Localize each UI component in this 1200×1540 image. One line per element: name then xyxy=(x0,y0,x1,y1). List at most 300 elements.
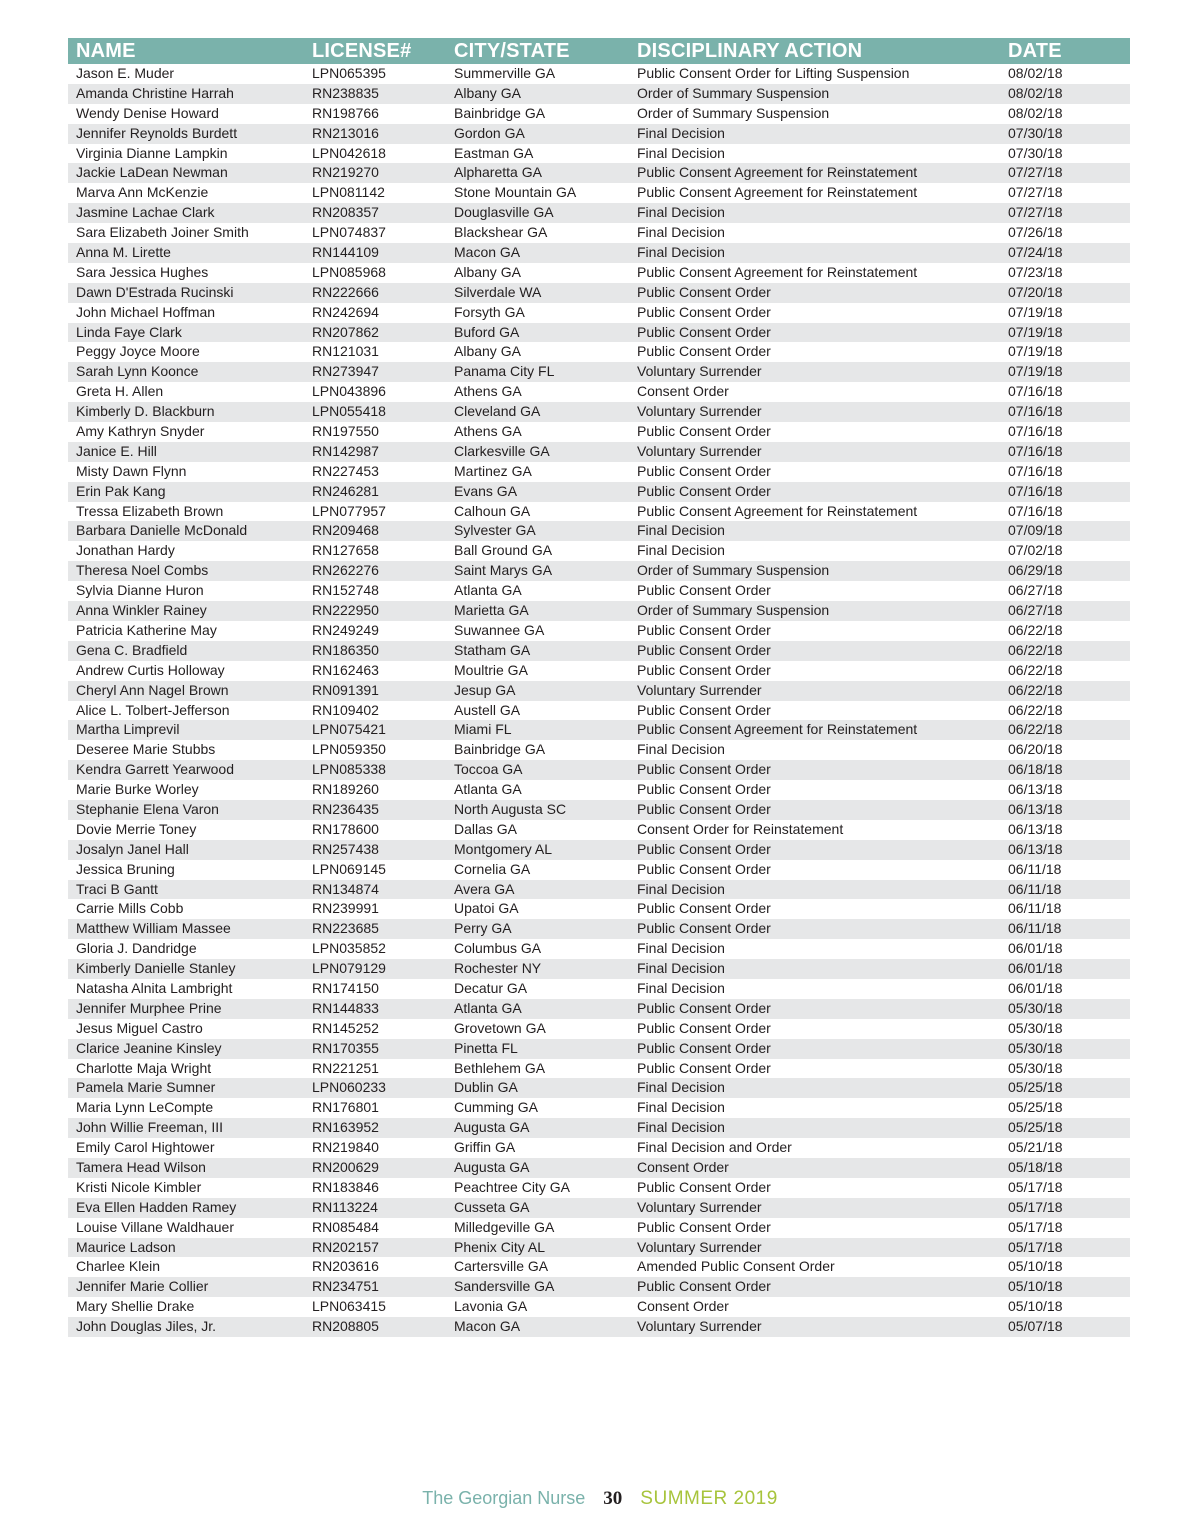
cell-city-state: Suwannee GA xyxy=(454,621,545,638)
cell-city-state: Rochester NY xyxy=(454,960,542,977)
cell-city-state: Decatur GA xyxy=(454,979,528,996)
cell-name: Barbara Danielle McDonald xyxy=(76,522,248,539)
cell-license: RN219840 xyxy=(312,1139,379,1156)
cell-license: RN091391 xyxy=(312,681,379,698)
table-row xyxy=(68,581,1130,601)
cell-name: Janice E. Hill xyxy=(76,442,157,459)
cell-disciplinary-action: Public Consent Order xyxy=(637,1039,771,1056)
cell-city-state: Ball Ground GA xyxy=(454,542,553,559)
cell-city-state: Blackshear GA xyxy=(454,224,548,241)
cell-disciplinary-action: Public Consent Order xyxy=(637,701,771,718)
cell-date: 05/30/18 xyxy=(1008,1039,1063,1056)
table-row xyxy=(68,621,1130,641)
cell-date: 06/29/18 xyxy=(1008,562,1063,579)
cell-date: 07/27/18 xyxy=(1008,184,1063,201)
table-row xyxy=(68,720,1130,740)
cell-name: Virginia Dianne Lampkin xyxy=(76,144,228,161)
cell-city-state: Summerville GA xyxy=(454,65,556,81)
cell-license: RN209468 xyxy=(312,522,379,539)
cell-name: Jasmine Lachae Clark xyxy=(76,204,215,221)
table-row xyxy=(68,1039,1130,1059)
cell-city-state: Forsyth GA xyxy=(454,303,525,320)
cell-city-state: Alpharetta GA xyxy=(454,164,542,181)
header-date: DATE xyxy=(1008,39,1062,62)
cell-disciplinary-action: Order of Summary Suspension xyxy=(637,104,830,121)
table-row xyxy=(68,402,1130,422)
table-row xyxy=(68,760,1130,780)
cell-name: Marie Burke Worley xyxy=(76,781,199,798)
table-row xyxy=(68,1178,1130,1198)
cell-name: Peggy Joyce Moore xyxy=(76,343,200,360)
cell-name: Patricia Katherine May xyxy=(76,621,217,638)
table-row xyxy=(68,959,1130,979)
cell-city-state: Miami FL xyxy=(454,721,512,738)
cell-city-state: Eastman GA xyxy=(454,144,534,161)
table-row xyxy=(68,860,1130,880)
cell-date: 06/11/18 xyxy=(1008,900,1062,917)
cell-date: 06/18/18 xyxy=(1008,761,1063,778)
cell-license: RN222950 xyxy=(312,602,379,619)
cell-license: RN134874 xyxy=(312,880,379,897)
cell-license: LPN043896 xyxy=(312,383,386,400)
cell-license: LPN042618 xyxy=(312,144,386,161)
cell-disciplinary-action: Public Consent Order xyxy=(637,462,771,479)
cell-disciplinary-action: Public Consent Agreement for Reinstatement xyxy=(637,721,918,738)
cell-license: RN273947 xyxy=(312,363,379,380)
cell-license: RN207862 xyxy=(312,323,379,340)
cell-name: Erin Pak Kang xyxy=(76,482,166,499)
cell-name: Martha Limprevil xyxy=(76,721,180,738)
cell-name: Louise Villane Waldhauer xyxy=(76,1218,234,1235)
table-row xyxy=(68,1238,1130,1258)
cell-disciplinary-action: Public Consent Order xyxy=(637,781,771,798)
cell-license: RN109402 xyxy=(312,701,379,718)
cell-date: 07/16/18 xyxy=(1008,383,1063,400)
cell-date: 05/25/18 xyxy=(1008,1099,1063,1116)
cell-date: 06/22/18 xyxy=(1008,621,1063,638)
cell-disciplinary-action: Public Consent Order xyxy=(637,900,771,917)
cell-city-state: Athens GA xyxy=(454,423,522,440)
table-row xyxy=(68,104,1130,124)
cell-disciplinary-action: Final Decision xyxy=(637,224,725,241)
cell-date: 07/24/18 xyxy=(1008,244,1063,261)
cell-city-state: Grovetown GA xyxy=(454,1019,546,1036)
cell-city-state: Athens GA xyxy=(454,383,522,400)
cell-disciplinary-action: Final Decision xyxy=(637,244,725,261)
cell-license: LPN085338 xyxy=(312,761,386,778)
cell-disciplinary-action: Public Consent Order xyxy=(637,1218,771,1235)
cell-date: 05/07/18 xyxy=(1008,1318,1063,1335)
cell-license: LPN077957 xyxy=(312,502,386,519)
cell-license: RN144109 xyxy=(312,244,379,261)
cell-disciplinary-action: Voluntary Surrender xyxy=(637,681,762,698)
cell-disciplinary-action: Public Consent Order xyxy=(637,1019,771,1036)
cell-date: 05/10/18 xyxy=(1008,1278,1063,1295)
cell-license: RN144833 xyxy=(312,999,379,1016)
cell-disciplinary-action: Voluntary Surrender xyxy=(637,1318,762,1335)
table-row xyxy=(68,1257,1130,1277)
cell-disciplinary-action: Order of Summary Suspension xyxy=(637,84,830,101)
cell-disciplinary-action: Public Consent Order xyxy=(637,1278,771,1295)
cell-disciplinary-action: Order of Summary Suspension xyxy=(637,562,830,579)
table-row xyxy=(68,919,1130,939)
table-row xyxy=(68,701,1130,721)
cell-license: LPN069145 xyxy=(312,860,386,877)
cell-name: Traci B Gantt xyxy=(76,880,158,897)
cell-name: Eva Ellen Hadden Ramey xyxy=(76,1198,237,1215)
table-row xyxy=(68,979,1130,999)
cell-license: RN221251 xyxy=(312,1059,379,1076)
cell-license: LPN065395 xyxy=(312,65,386,81)
cell-name: Tamera Head Wilson xyxy=(76,1158,206,1175)
table-row xyxy=(68,422,1130,442)
cell-license: RN219270 xyxy=(312,164,379,181)
cell-city-state: Evans GA xyxy=(454,482,518,499)
cell-license: RN113224 xyxy=(312,1198,378,1215)
cell-city-state: Milledgeville GA xyxy=(454,1218,555,1235)
cell-license: RN189260 xyxy=(312,781,379,798)
table-row xyxy=(68,323,1130,343)
cell-disciplinary-action: Public Consent Agreement for Reinstatement xyxy=(637,164,918,181)
table-row xyxy=(68,1317,1130,1337)
cell-name: Matthew William Massee xyxy=(76,920,231,937)
cell-city-state: Dallas GA xyxy=(454,820,518,837)
cell-license: RN197550 xyxy=(312,423,379,440)
cell-disciplinary-action: Public Consent Order xyxy=(637,999,771,1016)
cell-disciplinary-action: Final Decision xyxy=(637,940,725,957)
cell-date: 06/22/18 xyxy=(1008,661,1063,678)
cell-disciplinary-action: Final Decision xyxy=(637,542,725,559)
cell-date: 07/19/18 xyxy=(1008,343,1063,360)
table-row xyxy=(68,999,1130,1019)
cell-name: Sara Elizabeth Joiner Smith xyxy=(76,224,249,241)
cell-name: Jennifer Marie Collier xyxy=(76,1278,209,1295)
table-row xyxy=(68,382,1130,402)
table-row xyxy=(68,1138,1130,1158)
cell-disciplinary-action: Public Consent Agreement for Reinstatement xyxy=(637,502,918,519)
cell-license: RN178600 xyxy=(312,820,379,837)
cell-name: Wendy Denise Howard xyxy=(76,104,219,121)
page-footer xyxy=(0,1488,1200,1512)
cell-date: 06/13/18 xyxy=(1008,781,1063,798)
cell-date: 07/16/18 xyxy=(1008,442,1063,459)
cell-name: Andrew Curtis Holloway xyxy=(76,661,225,678)
cell-name: Maurice Ladson xyxy=(76,1238,176,1255)
cell-date: 07/02/18 xyxy=(1008,542,1063,559)
cell-name: Dovie Merrie Toney xyxy=(76,820,197,837)
cell-city-state: Bainbridge GA xyxy=(454,104,546,121)
cell-license: LPN059350 xyxy=(312,741,386,758)
cell-license: RN262276 xyxy=(312,562,379,579)
cell-city-state: Saint Marys GA xyxy=(454,562,553,579)
cell-name: Josalyn Janel Hall xyxy=(76,840,189,857)
table-row xyxy=(68,681,1130,701)
cell-name: Linda Faye Clark xyxy=(76,323,182,340)
cell-name: Tressa Elizabeth Brown xyxy=(76,502,224,519)
table-row xyxy=(68,541,1130,561)
cell-date: 08/02/18 xyxy=(1008,84,1063,101)
cell-city-state: Douglasville GA xyxy=(454,204,554,221)
cell-disciplinary-action: Final Decision xyxy=(637,124,725,141)
cell-date: 06/22/18 xyxy=(1008,681,1063,698)
cell-name: Anna M. Lirette xyxy=(76,244,171,261)
cell-disciplinary-action: Final Decision xyxy=(637,522,725,539)
cell-date: 06/22/18 xyxy=(1008,701,1063,718)
cell-date: 06/22/18 xyxy=(1008,721,1063,738)
cell-date: 05/30/18 xyxy=(1008,999,1063,1016)
cell-name: John Willie Freeman, III xyxy=(76,1119,224,1136)
cell-license: RN239991 xyxy=(312,900,379,917)
cell-date: 07/20/18 xyxy=(1008,283,1063,300)
cell-disciplinary-action: Public Consent Order xyxy=(637,1178,771,1195)
cell-name: Sylvia Dianne Huron xyxy=(76,582,204,599)
cell-license: LPN035852 xyxy=(312,940,386,957)
table-row xyxy=(68,1118,1130,1138)
cell-city-state: Griffin GA xyxy=(454,1139,516,1156)
table-row xyxy=(68,1218,1130,1238)
table-row xyxy=(68,462,1130,482)
table-row xyxy=(68,163,1130,183)
page-number: 30 xyxy=(603,1488,623,1509)
cell-license: RN127658 xyxy=(312,542,379,559)
cell-license: LPN060233 xyxy=(312,1079,386,1096)
cell-disciplinary-action: Voluntary Surrender xyxy=(637,363,762,380)
cell-name: Cheryl Ann Nagel Brown xyxy=(76,681,229,698)
table-row xyxy=(68,64,1130,84)
issue-label: SUMMER 2019 xyxy=(640,1488,778,1509)
cell-disciplinary-action: Final Decision xyxy=(637,741,725,758)
table-row xyxy=(68,124,1130,144)
cell-name: Theresa Noel Combs xyxy=(76,562,209,579)
cell-date: 06/13/18 xyxy=(1008,840,1063,857)
cell-disciplinary-action: Public Consent Order xyxy=(637,303,771,320)
cell-city-state: Atlanta GA xyxy=(454,999,522,1016)
cell-license: RN227453 xyxy=(312,462,379,479)
cell-city-state: Cartersville GA xyxy=(454,1258,549,1275)
cell-name: Amanda Christine Harrah xyxy=(76,84,234,101)
cell-disciplinary-action: Public Consent Agreement for Reinstatement xyxy=(637,263,918,280)
cell-name: Kimberly D. Blackburn xyxy=(76,403,215,420)
cell-license: RN085484 xyxy=(312,1218,379,1235)
table-row xyxy=(68,442,1130,462)
cell-name: Sarah Lynn Koonce xyxy=(76,363,199,380)
table-body xyxy=(68,64,1130,1337)
table-row xyxy=(68,1158,1130,1178)
cell-city-state: Atlanta GA xyxy=(454,781,522,798)
cell-disciplinary-action: Public Consent Order xyxy=(637,283,771,300)
cell-date: 07/19/18 xyxy=(1008,323,1063,340)
cell-disciplinary-action: Public Consent Order for Lifting Suspension xyxy=(637,65,910,81)
header-disciplinary-action: DISCIPLINARY ACTION xyxy=(637,39,863,62)
cell-date: 05/21/18 xyxy=(1008,1139,1063,1156)
cell-city-state: Sandersville GA xyxy=(454,1278,555,1295)
cell-city-state: Clarkesville GA xyxy=(454,442,550,459)
cell-city-state: Statham GA xyxy=(454,641,531,658)
cell-date: 05/18/18 xyxy=(1008,1158,1063,1175)
cell-city-state: Martinez GA xyxy=(454,462,532,479)
cell-date: 07/27/18 xyxy=(1008,204,1063,221)
cell-disciplinary-action: Public Consent Order xyxy=(637,860,771,877)
table-row xyxy=(68,243,1130,263)
cell-license: RN162463 xyxy=(312,661,379,678)
cell-name: Dawn D'Estrada Rucinski xyxy=(76,283,234,300)
cell-license: RN257438 xyxy=(312,840,379,857)
cell-license: RN246281 xyxy=(312,482,379,499)
cell-name: Misty Dawn Flynn xyxy=(76,462,187,479)
cell-date: 06/01/18 xyxy=(1008,960,1063,977)
cell-license: RN170355 xyxy=(312,1039,379,1056)
cell-city-state: Macon GA xyxy=(454,1318,521,1335)
cell-disciplinary-action: Public Consent Order xyxy=(637,1059,771,1076)
cell-disciplinary-action: Public Consent Order xyxy=(637,582,771,599)
cell-city-state: Montgomery AL xyxy=(454,840,553,857)
cell-date: 05/17/18 xyxy=(1008,1178,1063,1195)
cell-disciplinary-action: Consent Order xyxy=(637,1298,729,1315)
cell-date: 06/11/18 xyxy=(1008,920,1062,937)
table-row xyxy=(68,899,1130,919)
cell-city-state: Albany GA xyxy=(454,84,521,101)
table-row xyxy=(68,303,1130,323)
table-row xyxy=(68,223,1130,243)
cell-disciplinary-action: Public Consent Order xyxy=(637,920,771,937)
table-row xyxy=(68,840,1130,860)
cell-name: Gena C. Bradfield xyxy=(76,641,188,658)
cell-city-state: Buford GA xyxy=(454,323,520,340)
cell-city-state: Cumming GA xyxy=(454,1099,539,1116)
cell-disciplinary-action: Public Consent Order xyxy=(637,323,771,340)
cell-city-state: Panama City FL xyxy=(454,363,555,380)
cell-date: 08/02/18 xyxy=(1008,65,1063,81)
cell-city-state: Perry GA xyxy=(454,920,512,937)
cell-city-state: Bethlehem GA xyxy=(454,1059,546,1076)
cell-date: 07/16/18 xyxy=(1008,502,1063,519)
table-row xyxy=(68,263,1130,283)
cell-license: LPN081142 xyxy=(312,184,385,201)
cell-name: Charlotte Maja Wright xyxy=(76,1059,212,1076)
table-row xyxy=(68,780,1130,800)
cell-date: 05/30/18 xyxy=(1008,1059,1063,1076)
cell-license: RN208805 xyxy=(312,1318,379,1335)
cell-city-state: Albany GA xyxy=(454,263,521,280)
table-row xyxy=(68,1078,1130,1098)
cell-name: Charlee Klein xyxy=(76,1258,161,1275)
cell-name: Carrie Mills Cobb xyxy=(76,900,184,917)
cell-date: 07/27/18 xyxy=(1008,164,1063,181)
cell-date: 05/10/18 xyxy=(1008,1258,1063,1275)
cell-date: 06/22/18 xyxy=(1008,641,1063,658)
table-row xyxy=(68,84,1130,104)
cell-disciplinary-action: Consent Order xyxy=(637,1158,729,1175)
table-row xyxy=(68,144,1130,164)
cell-date: 06/01/18 xyxy=(1008,979,1063,996)
cell-date: 05/25/18 xyxy=(1008,1079,1063,1096)
cell-city-state: Peachtree City GA xyxy=(454,1178,570,1195)
cell-city-state: Upatoi GA xyxy=(454,900,519,917)
cell-license: RN174150 xyxy=(312,979,379,996)
table-row xyxy=(68,362,1130,382)
cell-date: 05/17/18 xyxy=(1008,1238,1063,1255)
cell-date: 08/02/18 xyxy=(1008,104,1063,121)
cell-disciplinary-action: Voluntary Surrender xyxy=(637,403,762,420)
table-row xyxy=(68,641,1130,661)
cell-name: Natasha Alnita Lambright xyxy=(76,979,233,996)
cell-license: RN234751 xyxy=(312,1278,379,1295)
cell-license: LPN055418 xyxy=(312,403,386,420)
cell-license: RN176801 xyxy=(312,1099,379,1116)
table-row xyxy=(68,880,1130,900)
cell-name: Clarice Jeanine Kinsley xyxy=(76,1039,222,1056)
cell-disciplinary-action: Consent Order xyxy=(637,383,729,400)
cell-name: Marva Ann McKenzie xyxy=(76,184,209,201)
table-row xyxy=(68,800,1130,820)
cell-city-state: Atlanta GA xyxy=(454,582,522,599)
cell-city-state: Augusta GA xyxy=(454,1158,530,1175)
cell-date: 05/25/18 xyxy=(1008,1119,1063,1136)
cell-disciplinary-action: Public Consent Order xyxy=(637,661,771,678)
cell-date: 05/30/18 xyxy=(1008,1019,1063,1036)
cell-license: RN208357 xyxy=(312,204,379,221)
table-row xyxy=(68,283,1130,303)
table-row xyxy=(68,939,1130,959)
cell-name: Kristi Nicole Kimbler xyxy=(76,1178,202,1195)
cell-city-state: Moultrie GA xyxy=(454,661,528,678)
cell-license: RN202157 xyxy=(312,1238,379,1255)
cell-name: Anna Winkler Rainey xyxy=(76,602,207,619)
cell-name: Sara Jessica Hughes xyxy=(76,263,209,280)
table-row xyxy=(68,1297,1130,1317)
cell-name: John Michael Hoffman xyxy=(76,303,216,320)
cell-city-state: Columbus GA xyxy=(454,940,542,957)
cell-date: 07/30/18 xyxy=(1008,124,1063,141)
cell-license: LPN079129 xyxy=(312,960,386,977)
table-row xyxy=(68,1277,1130,1297)
cell-license: RN223685 xyxy=(312,920,379,937)
cell-city-state: Toccoa GA xyxy=(454,761,523,778)
table-row xyxy=(68,1198,1130,1218)
cell-date: 06/13/18 xyxy=(1008,800,1063,817)
cell-name: Kimberly Danielle Stanley xyxy=(76,960,236,977)
cell-disciplinary-action: Public Consent Order xyxy=(637,343,771,360)
table-row xyxy=(68,1059,1130,1079)
table-header xyxy=(68,38,1130,64)
header-license: LICENSE# xyxy=(312,39,412,62)
table-row xyxy=(68,183,1130,203)
cell-city-state: Marietta GA xyxy=(454,602,529,619)
table-row xyxy=(68,661,1130,681)
cell-license: RN200629 xyxy=(312,1158,379,1175)
cell-city-state: Phenix City AL xyxy=(454,1238,546,1255)
cell-license: RN242694 xyxy=(312,303,379,320)
cell-license: RN238835 xyxy=(312,84,379,101)
cell-date: 06/27/18 xyxy=(1008,582,1063,599)
table-row xyxy=(68,820,1130,840)
cell-city-state: Cornelia GA xyxy=(454,860,531,877)
cell-name: Gloria J. Dandridge xyxy=(76,940,197,957)
cell-date: 06/11/18 xyxy=(1008,880,1062,897)
cell-disciplinary-action: Public Consent Order xyxy=(637,482,771,499)
cell-name: Jason E. Muder xyxy=(76,65,175,81)
table-row xyxy=(68,601,1130,621)
cell-license: RN203616 xyxy=(312,1258,379,1275)
table-row xyxy=(68,740,1130,760)
cell-date: 07/19/18 xyxy=(1008,363,1063,380)
cell-disciplinary-action: Final Decision xyxy=(637,960,725,977)
cell-license: RN222666 xyxy=(312,283,379,300)
cell-license: LPN085968 xyxy=(312,263,386,280)
cell-date: 07/16/18 xyxy=(1008,482,1063,499)
cell-date: 05/10/18 xyxy=(1008,1298,1063,1315)
cell-city-state: Augusta GA xyxy=(454,1119,530,1136)
